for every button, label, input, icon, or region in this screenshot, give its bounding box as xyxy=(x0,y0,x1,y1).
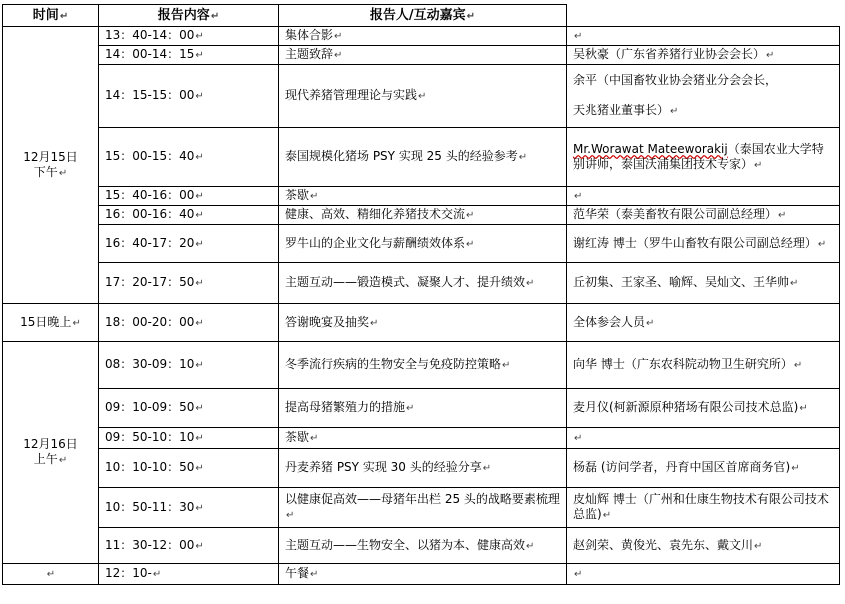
header-time-label: 时间 xyxy=(32,7,59,23)
speaker-cell xyxy=(567,304,840,342)
table-row xyxy=(3,449,840,488)
paragraph-mark-icon: ↵ xyxy=(466,238,475,250)
paragraph-mark-icon: ↵ xyxy=(195,91,204,102)
header-content xyxy=(99,5,279,27)
speaker-label: （泰国农业大学特别讲师，泰国沃浦集团技术专家） xyxy=(573,141,824,171)
time-label: 10：50-11：30 xyxy=(105,499,195,514)
speaker-cell xyxy=(567,564,840,585)
table-row xyxy=(3,428,840,449)
paragraph-mark-icon: ↵ xyxy=(152,569,162,580)
time-cell xyxy=(99,342,279,389)
speaker-label: 杨磊 (访问学者，丹育中国区首席商务官) xyxy=(573,460,791,474)
content-cell xyxy=(279,564,567,585)
day-cell xyxy=(3,342,99,564)
paragraph-mark-icon: ↵ xyxy=(574,191,583,202)
content-label: 冬季流行疾病的生物安全与免疫防控策略 xyxy=(285,357,502,371)
paragraph-mark-icon: ↵ xyxy=(790,278,799,289)
paragraph-mark-icon: ↵ xyxy=(334,50,343,61)
day-cell xyxy=(3,304,99,342)
paragraph-mark-icon: ↵ xyxy=(754,159,763,171)
paragraph-mark-icon: ↵ xyxy=(195,191,204,202)
speaker-cell xyxy=(567,449,840,488)
table-row xyxy=(3,488,840,528)
table-row xyxy=(3,263,840,304)
paragraph-mark-icon: ↵ xyxy=(195,50,204,61)
header-speaker-label: 报告人/互动嘉宾 xyxy=(369,7,466,23)
speaker-cell xyxy=(567,128,840,187)
day-label: 12月16日 上午 xyxy=(23,437,78,466)
paragraph-mark-icon: ↵ xyxy=(195,210,204,221)
table-row xyxy=(3,389,840,428)
content-cell xyxy=(279,488,567,528)
speaker-cell xyxy=(567,389,840,428)
speaker-cell xyxy=(567,65,840,128)
content-label: 茶歇 xyxy=(285,430,310,444)
paragraph-mark-icon: ↵ xyxy=(310,191,319,202)
time-cell xyxy=(99,304,279,342)
paragraph-mark-icon: ↵ xyxy=(466,210,475,221)
time-cell xyxy=(99,488,279,528)
paragraph-mark-icon: ↵ xyxy=(195,317,204,329)
content-cell xyxy=(279,304,567,342)
content-label: 主题互动——生物安全、以猪为本、健康高效 xyxy=(285,537,526,552)
content-cell xyxy=(279,428,567,449)
table-row xyxy=(3,187,840,206)
paragraph-mark-icon: ↵ xyxy=(58,455,68,466)
speaker-cell xyxy=(567,263,840,304)
speaker-label: 丘初集、王家圣、喻辉、吴灿文、王华帅 xyxy=(573,275,790,289)
table-row xyxy=(3,528,840,564)
time-label: 17：20-17：50 xyxy=(105,275,195,289)
paragraph-mark-icon: ↵ xyxy=(59,10,69,22)
content-label: 答谢晚宴及抽奖 xyxy=(285,314,370,329)
content-label: 主题致辞 xyxy=(285,47,334,61)
speaker-label: 吴秋豪（广东省养猪行业协会会长） xyxy=(573,47,766,61)
time-cell xyxy=(99,65,279,128)
time-cell xyxy=(99,564,279,585)
table-row xyxy=(3,206,840,225)
time-label: 15：00-15：40 xyxy=(105,149,195,163)
time-cell xyxy=(99,389,279,428)
paragraph-mark-icon: ↵ xyxy=(195,31,204,42)
speaker-label: 赵剑荣、黄俊光、袁先东、戴文川 xyxy=(573,537,754,552)
content-label: 主题互动——锻造模式、凝聚人才、提升绩效 xyxy=(285,275,526,289)
paragraph-mark-icon: ↵ xyxy=(793,360,803,371)
paragraph-mark-icon: ↵ xyxy=(58,167,68,179)
content-cell xyxy=(279,263,567,304)
speaker-label: 麦月仪(柯新源原种猪场有限公司技术总监) xyxy=(573,400,799,414)
paragraph-mark-icon: ↵ xyxy=(799,403,808,414)
content-cell xyxy=(279,449,567,488)
table-row xyxy=(3,128,840,187)
paragraph-mark-icon: ↵ xyxy=(418,91,427,102)
time-label: 14：00-14：15 xyxy=(105,47,195,61)
table-row xyxy=(3,304,840,342)
time-label: 13：40-14：00 xyxy=(105,28,195,42)
speaker-name: Mr.Worawat Mateeworakij xyxy=(573,141,728,156)
speaker-cell xyxy=(567,46,840,65)
paragraph-mark-icon: ↵ xyxy=(72,317,81,329)
content-cell xyxy=(279,342,567,389)
paragraph-mark-icon: ↵ xyxy=(195,433,204,444)
paragraph-mark-icon: ↵ xyxy=(670,106,679,117)
time-cell xyxy=(99,46,279,65)
content-label: 午餐 xyxy=(285,566,310,580)
paragraph-mark-icon: ↵ xyxy=(406,403,415,414)
paragraph-mark-icon: ↵ xyxy=(195,238,204,250)
paragraph-mark-icon: ↵ xyxy=(210,10,220,22)
speaker-cell xyxy=(567,225,840,263)
header-content-label: 报告内容 xyxy=(157,7,210,23)
header-time xyxy=(3,5,99,27)
content-cell xyxy=(279,128,567,187)
paragraph-mark-icon: ↵ xyxy=(526,278,535,289)
time-cell xyxy=(99,27,279,46)
speaker-label: 全体参会人员 xyxy=(573,314,646,329)
speaker-label: 范华荣（泰美畜牧有限公司副总经理） xyxy=(573,207,778,221)
speaker-label: 皮灿辉 博士（广州和仕康生物技术有限公司技术总监) xyxy=(573,492,829,521)
time-label: 09：10-09：50 xyxy=(105,400,195,414)
speaker-cell xyxy=(567,428,840,449)
paragraph-mark-icon: ↵ xyxy=(574,433,583,444)
table-header-row xyxy=(3,5,840,27)
paragraph-mark-icon: ↵ xyxy=(466,10,476,22)
paragraph-mark-icon: ↵ xyxy=(602,510,612,521)
paragraph-mark-icon: ↵ xyxy=(195,463,204,474)
content-label: 现代养猪管理理论与实践 xyxy=(285,88,418,102)
paragraph-mark-icon: ↵ xyxy=(286,510,295,521)
time-cell xyxy=(99,128,279,187)
time-cell xyxy=(99,528,279,564)
content-label: 泰国规模化猪场 PSY 实现 25 头的经验参考 xyxy=(285,149,518,163)
day-cell xyxy=(3,564,99,585)
time-label: 14：15-15：00 xyxy=(105,88,195,102)
time-cell xyxy=(99,428,279,449)
paragraph-mark-icon: ↵ xyxy=(526,540,535,552)
paragraph-mark-icon: ↵ xyxy=(195,502,204,514)
time-label: 16：00-16：40 xyxy=(105,207,195,221)
paragraph-mark-icon: ↵ xyxy=(334,31,343,42)
content-cell xyxy=(279,528,567,564)
speaker-cell xyxy=(567,342,840,389)
paragraph-mark-icon: ↵ xyxy=(482,463,492,474)
content-label: 罗牛山的企业文化与薪酬绩效体系 xyxy=(285,235,466,250)
header-speaker xyxy=(279,5,567,27)
paragraph-mark-icon: ↵ xyxy=(310,569,319,580)
paragraph-mark-icon: ↵ xyxy=(310,433,319,444)
table-row xyxy=(3,65,840,128)
paragraph-mark-icon: ↵ xyxy=(370,317,379,329)
speaker-cell xyxy=(567,528,840,564)
time-label: 18：00-20：00 xyxy=(105,314,195,329)
paragraph-mark-icon: ↵ xyxy=(46,569,56,580)
speaker-label: 余平（中国畜牧业协会猪业分会会长， 天兆猪业董事长） xyxy=(573,73,778,117)
content-label: 丹麦养猪 PSY 实现 30 头的经验分享 xyxy=(285,460,482,474)
day-label: 15日晚上 xyxy=(20,314,72,329)
paragraph-mark-icon: ↵ xyxy=(195,360,204,371)
schedule-body xyxy=(3,27,840,585)
speaker-cell xyxy=(567,206,840,225)
content-cell xyxy=(279,187,567,206)
paragraph-mark-icon: ↵ xyxy=(195,403,204,414)
content-cell xyxy=(279,225,567,263)
paragraph-mark-icon: ↵ xyxy=(646,317,655,329)
content-cell xyxy=(279,389,567,428)
day-label: 12月15日 下午 xyxy=(23,149,78,179)
schedule-table xyxy=(2,4,840,585)
time-label: 15：40-16：00 xyxy=(105,188,195,202)
speaker-cell xyxy=(567,187,840,206)
time-cell xyxy=(99,449,279,488)
paragraph-mark-icon: ↵ xyxy=(817,238,827,250)
time-label: 11：30-12：00 xyxy=(105,537,195,552)
content-cell xyxy=(279,27,567,46)
content-label: 集体合影 xyxy=(285,28,334,42)
paragraph-mark-icon: ↵ xyxy=(754,540,763,552)
content-cell xyxy=(279,46,567,65)
time-cell xyxy=(99,187,279,206)
speaker-cell xyxy=(567,27,840,46)
time-label: 10：10-10：50 xyxy=(105,460,195,474)
table-row xyxy=(3,342,840,389)
time-label: 09：50-10：10 xyxy=(105,430,195,444)
day-cell xyxy=(3,27,99,304)
paragraph-mark-icon: ↵ xyxy=(195,540,204,552)
content-cell xyxy=(279,65,567,128)
paragraph-mark-icon: ↵ xyxy=(574,569,583,580)
time-label: 16：40-17：20 xyxy=(105,235,195,250)
content-label: 以健康促高效——母猪年出栏 25 头的战略要素梳理 xyxy=(285,492,560,506)
time-label: 08：30-09：10 xyxy=(105,357,195,371)
speaker-label: 谢红涛 博士（罗牛山畜牧有限公司副总经理） xyxy=(573,235,817,250)
time-label: 12：10- xyxy=(105,566,152,580)
table-row xyxy=(3,27,840,46)
paragraph-mark-icon: ↵ xyxy=(518,152,528,163)
paragraph-mark-icon: ↵ xyxy=(574,31,583,42)
table-row xyxy=(3,564,840,585)
paragraph-mark-icon: ↵ xyxy=(766,50,775,61)
speaker-label: 向华 博士（广东农科院动物卫生研究所） xyxy=(573,357,793,371)
paragraph-mark-icon: ↵ xyxy=(195,278,204,289)
paragraph-mark-icon: ↵ xyxy=(791,463,800,474)
speaker-cell xyxy=(567,488,840,528)
time-cell xyxy=(99,206,279,225)
paragraph-mark-icon: ↵ xyxy=(195,152,204,163)
paragraph-mark-icon: ↵ xyxy=(502,360,511,371)
table-row xyxy=(3,225,840,263)
content-label: 提高母猪繁殖力的措施 xyxy=(285,400,406,414)
paragraph-mark-icon: ↵ xyxy=(778,210,787,221)
time-cell xyxy=(99,263,279,304)
content-label: 茶歇 xyxy=(285,188,310,202)
content-label: 健康、高效、精细化养猪技术交流 xyxy=(285,207,466,221)
table-row xyxy=(3,46,840,65)
content-cell xyxy=(279,206,567,225)
time-cell xyxy=(99,225,279,263)
